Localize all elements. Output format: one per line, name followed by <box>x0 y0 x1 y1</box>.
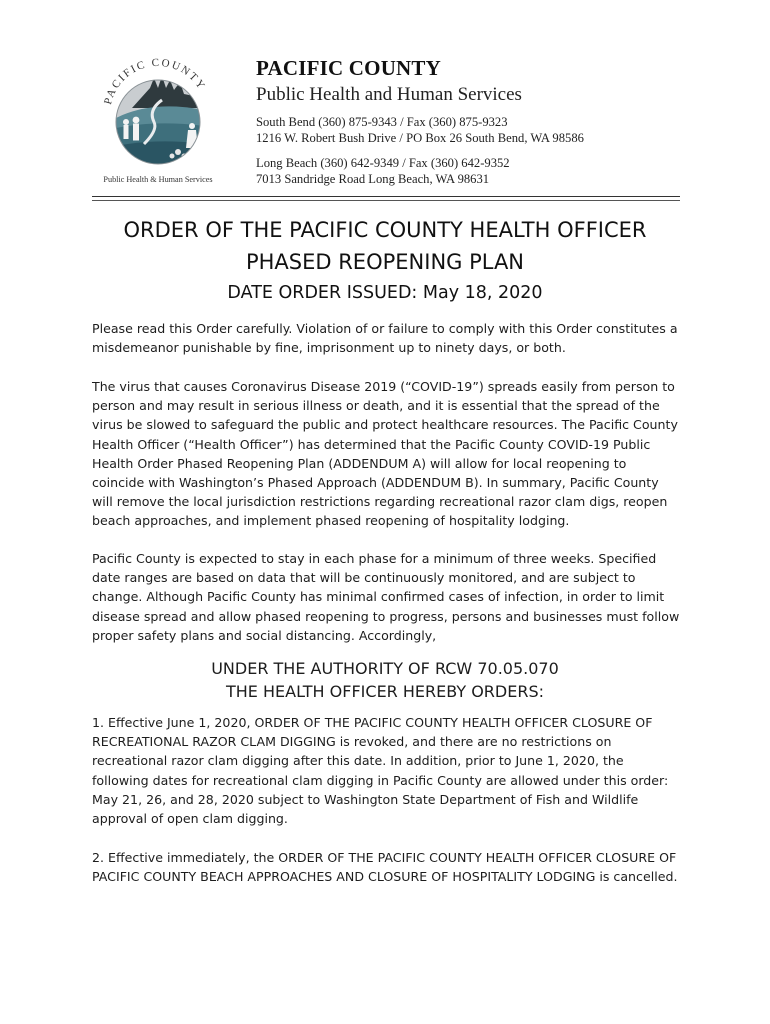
long-beach-phone: Long Beach (360) 642-9349 / Fax (360) 642-9352 <box>256 156 510 170</box>
org-name: PACIFIC COUNTY <box>256 56 441 80</box>
date-issued: DATE ORDER ISSUED: May 18, 2020 <box>227 283 543 303</box>
order-title: ORDER OF THE PACIFIC COUNTY HEALTH OFFICER <box>123 218 647 242</box>
background-paragraph: The virus that causes Coronavirus Disease 2019 (“COVID-19”) spreads easily from person to person and may result in serious illness or death, and it is essential that the spread of the virus be slowed to safeguard the public and protect healthcare resources. The Pacific County Health Officer (“Health Officer”) has determined that the Pacific County COVID-19 Public Health Order Phased Reopening Plan (ADDENDUM A) will allow for local reopening to coincide with Washington’s Phased Approach (ADDENDUM B). In summary, Pacific County will remove the local jurisdiction restrictions regarding recreational razor clam digs, reopen beach approaches, and implement phased reopening of hospitality lodging. <box>92 379 678 529</box>
south-bend-address: 1216 W. Robert Bush Drive / PO Box 26 South Bend, WA 98586 <box>256 131 584 145</box>
svg-text:Public Health & Human Services: Public Health & Human Services <box>103 175 213 184</box>
order-subtitle: PHASED REOPENING PLAN <box>245 250 525 274</box>
county-seal-logo <box>92 48 224 188</box>
order-item-1: 1. Effective June 1, 2020, ORDER OF THE PACIFIC COUNTY HEALTH OFFICER CLOSURE OF RECREATIONAL RAZOR CLAM DIGGING is revoked, and there are no restrictions on recreational razor clam digging after this date. In addition, prior to June 1, 2020, the following dates for recreational clam digging in Pacific County are allowed under this order: May 21, 26, and 28, 2020 subject to Washington State Department of Fish and Wildlife approval of open clam digging. <box>92 715 669 827</box>
orders-heading: THE HEALTH OFFICER HEREBY ORDERS: <box>225 682 545 701</box>
order-item-2: 2. Effective immediately, the ORDER OF THE PACIFIC COUNTY HEALTH OFFICER CLOSURE OF PACIFIC COUNTY BEACH APPROACHES AND CLOSURE OF HOSPITALITY LODGING is cancelled. <box>92 850 678 885</box>
long-beach-contact <box>256 155 584 187</box>
south-bend-phone: South Bend (360) 875-9343 / Fax (360) 875-9323 <box>256 115 508 129</box>
notice-paragraph: Please read this Order carefully. Violation of or failure to comply with this Order constitutes a misdemeanor punishable by fine, imprisonment up to ninety days, or both. <box>92 321 678 356</box>
letterhead-info <box>256 56 584 187</box>
letterhead-divider <box>92 196 680 197</box>
org-department: Public Health and Human Services <box>256 84 522 105</box>
south-bend-contact <box>256 114 584 146</box>
phase-paragraph: Pacific County is expected to stay in each phase for a minimum of three weeks. Specified date ranges are based on data that will be continuously monitored, and are subject to change. Although Pacific County has minimal confirmed cases of infection, in order to limit disease spread and allow phased reopening to progress, persons and businesses must follow proper safety plans and social distancing. Accordingly, <box>92 551 680 643</box>
authority-heading: UNDER THE AUTHORITY OF RCW 70.05.070 <box>211 659 559 678</box>
long-beach-address: 7013 Sandridge Road Long Beach, WA 98631 <box>256 172 490 186</box>
letterhead-divider-secondary <box>92 200 680 201</box>
svg-text:PACIFIC COUNTY: PACIFIC COUNTY <box>102 56 208 106</box>
